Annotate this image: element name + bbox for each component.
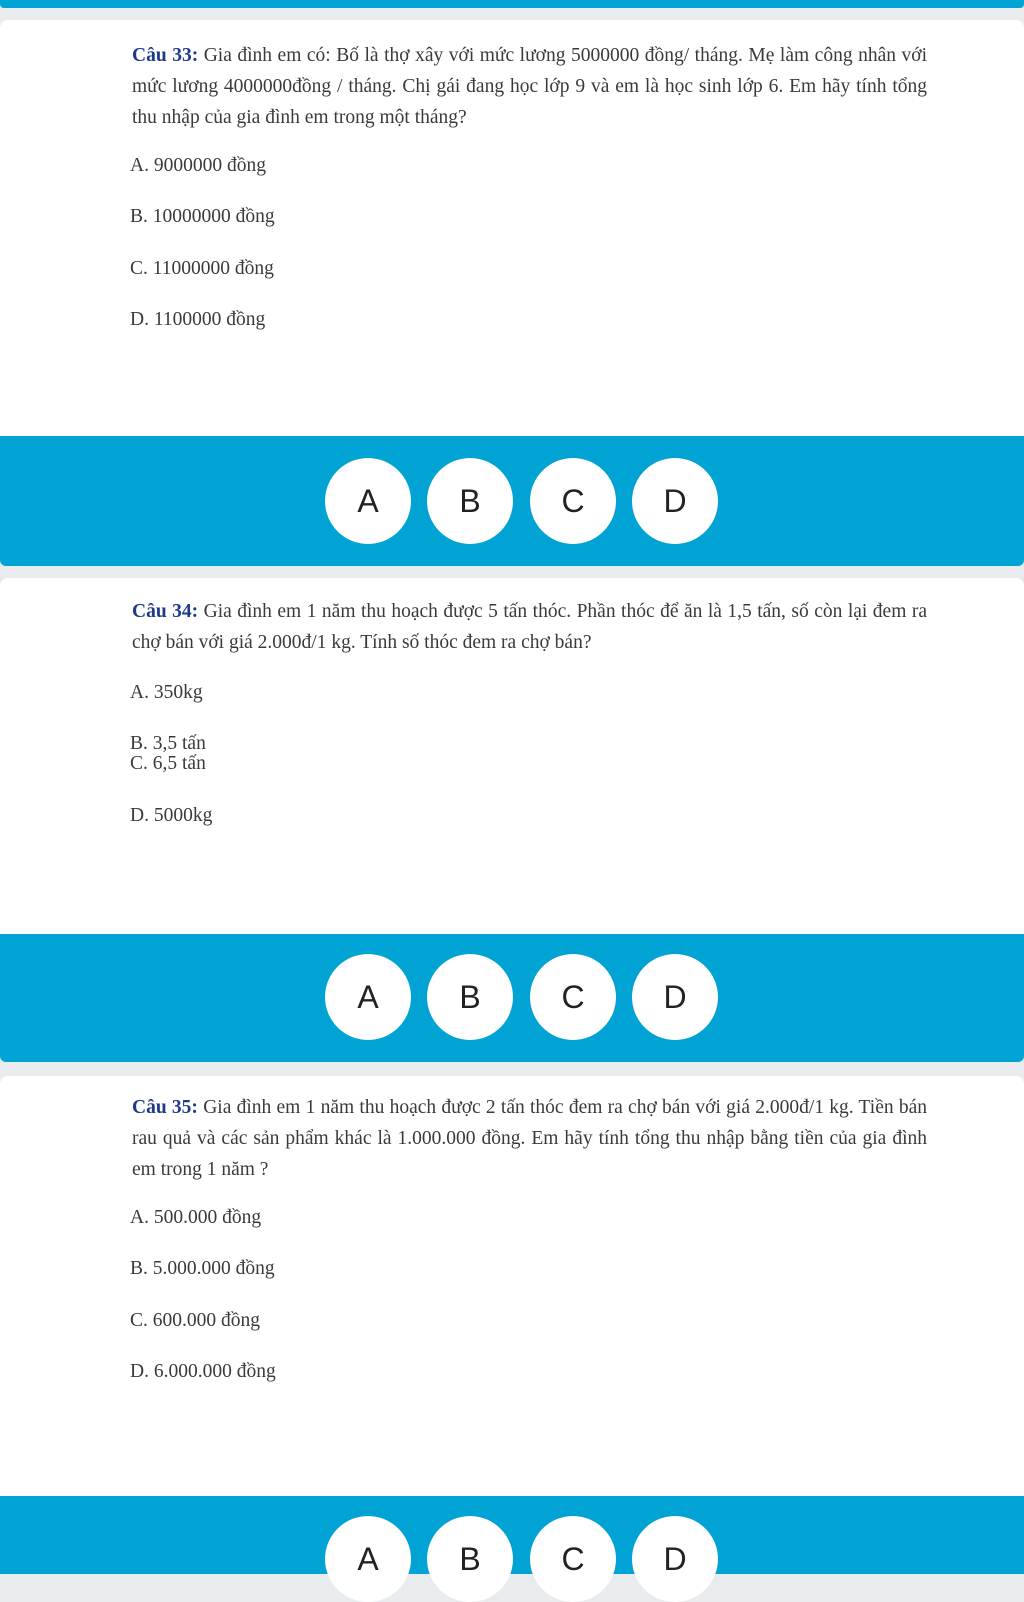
answer-button-c[interactable]: C (530, 954, 616, 1040)
answer-button-b[interactable]: B (427, 1516, 513, 1602)
option-a: A. 350kg (130, 682, 203, 703)
question-label: Câu 34: (132, 601, 199, 622)
answer-button-c[interactable]: C (530, 458, 616, 544)
question-text (132, 40, 927, 133)
answer-button-d[interactable]: D (632, 458, 718, 544)
question-card-35 (0, 1076, 1024, 1496)
question-text (132, 596, 927, 658)
question-text (132, 1092, 927, 1185)
answer-button-a[interactable]: A (325, 1516, 411, 1602)
option-d: D. 6.000.000 đồng (130, 1361, 276, 1382)
answer-button-d[interactable]: D (632, 1516, 718, 1602)
option-d: D. 1100000 đồng (130, 309, 266, 330)
question-label: Câu 35: (132, 1097, 198, 1118)
answer-bar-33 (0, 436, 1024, 566)
question-body: Gia đình em 1 năm thu hoạch được 5 tấn thóc. Phần thóc để ăn là 1,5 tấn, số còn lại đem ra chợ bán với giá 2.000đ/1 kg. Tính số thóc đem ra chợ bán? (132, 601, 927, 653)
option-b: B. 5.000.000 đồng (130, 1258, 275, 1279)
question-body: Gia đình em 1 năm thu hoạch được 2 tấn thóc đem ra chợ bán với giá 2.000đ/1 kg. Tiền bán rau quả và các sản phẩm khác là 1.000.000 đồng. Em hãy tính tổng thu nhập bằng tiền của gia đình em trong 1 năm ? (132, 1097, 928, 1180)
option-c: C. 600.000 đồng (130, 1310, 261, 1331)
answer-bar-34 (0, 934, 1024, 1062)
question-card-34 (0, 578, 1024, 934)
option-a: A. 9000000 đồng (130, 155, 266, 176)
question-body: Gia đình em có: Bố là thợ xây với mức lương 5000000 đồng/ tháng. Mẹ làm công nhân với mức lương 4000000đồng / tháng. Chị gái đang học lớp 9 và em là học sinh lớp 6. Em hãy tính tổng thu nhập của gia đình em trong một tháng? (132, 45, 927, 128)
option-d: D. 5000kg (130, 805, 213, 826)
answer-button-b[interactable]: B (427, 458, 513, 544)
option-c: C. 11000000 đồng (130, 258, 274, 279)
answer-button-d[interactable]: D (632, 954, 718, 1040)
answer-button-c[interactable]: C (530, 1516, 616, 1602)
answer-button-a[interactable]: A (325, 954, 411, 1040)
option-b: B. 3,5 tấn (130, 733, 206, 754)
top-accent-bar (0, 0, 1024, 8)
question-label: Câu 33: (132, 45, 199, 66)
option-b: B. 10000000 đồng (130, 206, 275, 227)
question-card-33 (0, 20, 1024, 436)
answer-button-a[interactable]: A (325, 458, 411, 544)
option-a: A. 500.000 đồng (130, 1207, 262, 1228)
answer-button-b[interactable]: B (427, 954, 513, 1040)
answer-bar-35 (0, 1496, 1024, 1577)
option-c: C. 6,5 tấn (130, 753, 206, 774)
